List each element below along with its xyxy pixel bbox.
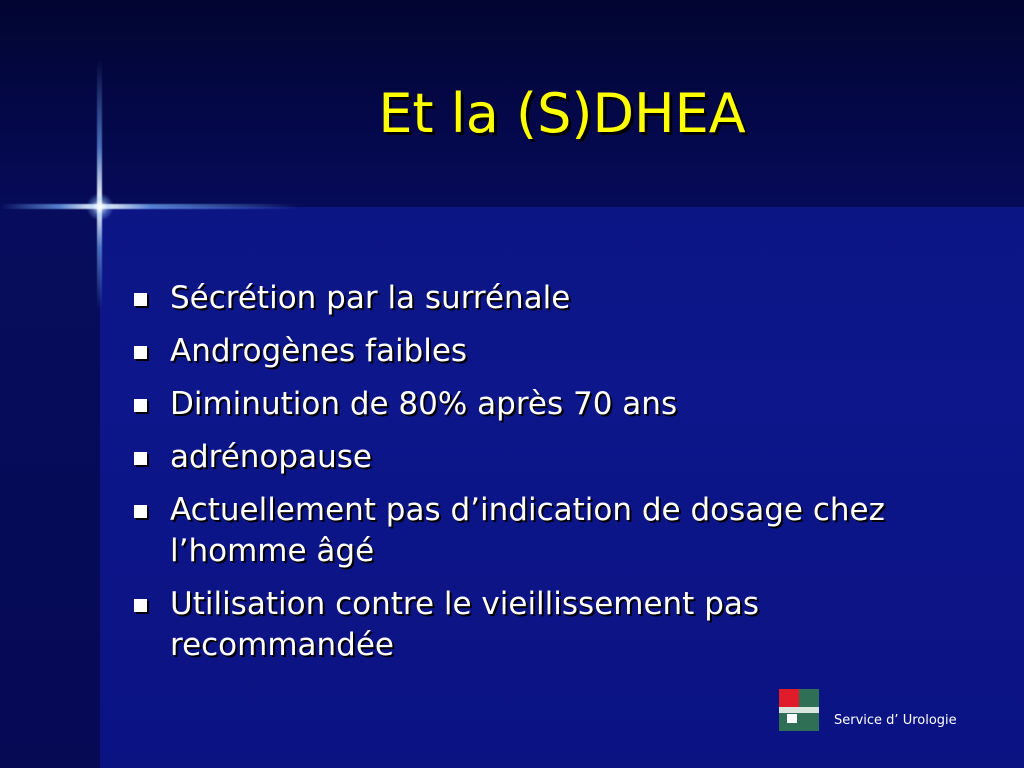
bullet-text: Utilisation contre le vieillissement pas recommandée bbox=[170, 586, 760, 663]
hospital-logo-icon bbox=[779, 689, 819, 731]
bullet-square-icon bbox=[134, 599, 147, 612]
bullet-text: adrénopause bbox=[170, 439, 372, 475]
footer-text: Service d’ Urologie bbox=[834, 713, 957, 728]
bullet-item bbox=[130, 384, 950, 425]
bullet-square-icon bbox=[134, 452, 147, 465]
bullet-text: Androgènes faibles bbox=[170, 333, 468, 369]
sparkle-horizontal-ray bbox=[0, 204, 300, 209]
bullet-square-icon bbox=[134, 346, 147, 359]
bullet-item bbox=[130, 490, 950, 572]
bullet-list bbox=[130, 278, 950, 678]
sparkle-star-icon bbox=[86, 193, 114, 221]
bullet-text: Diminution de 80% après 70 ans bbox=[170, 386, 678, 422]
logo-mark bbox=[787, 714, 797, 723]
bullet-text: Actuellement pas d’indication de dosage chez l’homme âgé bbox=[170, 492, 885, 569]
bullet-text: Sécrétion par la surrénale bbox=[170, 280, 571, 316]
bullet-item bbox=[130, 331, 950, 372]
bullet-item bbox=[130, 437, 950, 478]
bullet-square-icon bbox=[134, 505, 147, 518]
bullet-square-icon bbox=[134, 399, 147, 412]
left-band bbox=[0, 207, 100, 768]
logo-band bbox=[779, 707, 819, 713]
bullet-item bbox=[130, 584, 950, 666]
bullet-item bbox=[130, 278, 950, 319]
slide-title: Et la (S)DHEA bbox=[378, 82, 746, 145]
bullet-square-icon bbox=[134, 293, 147, 306]
